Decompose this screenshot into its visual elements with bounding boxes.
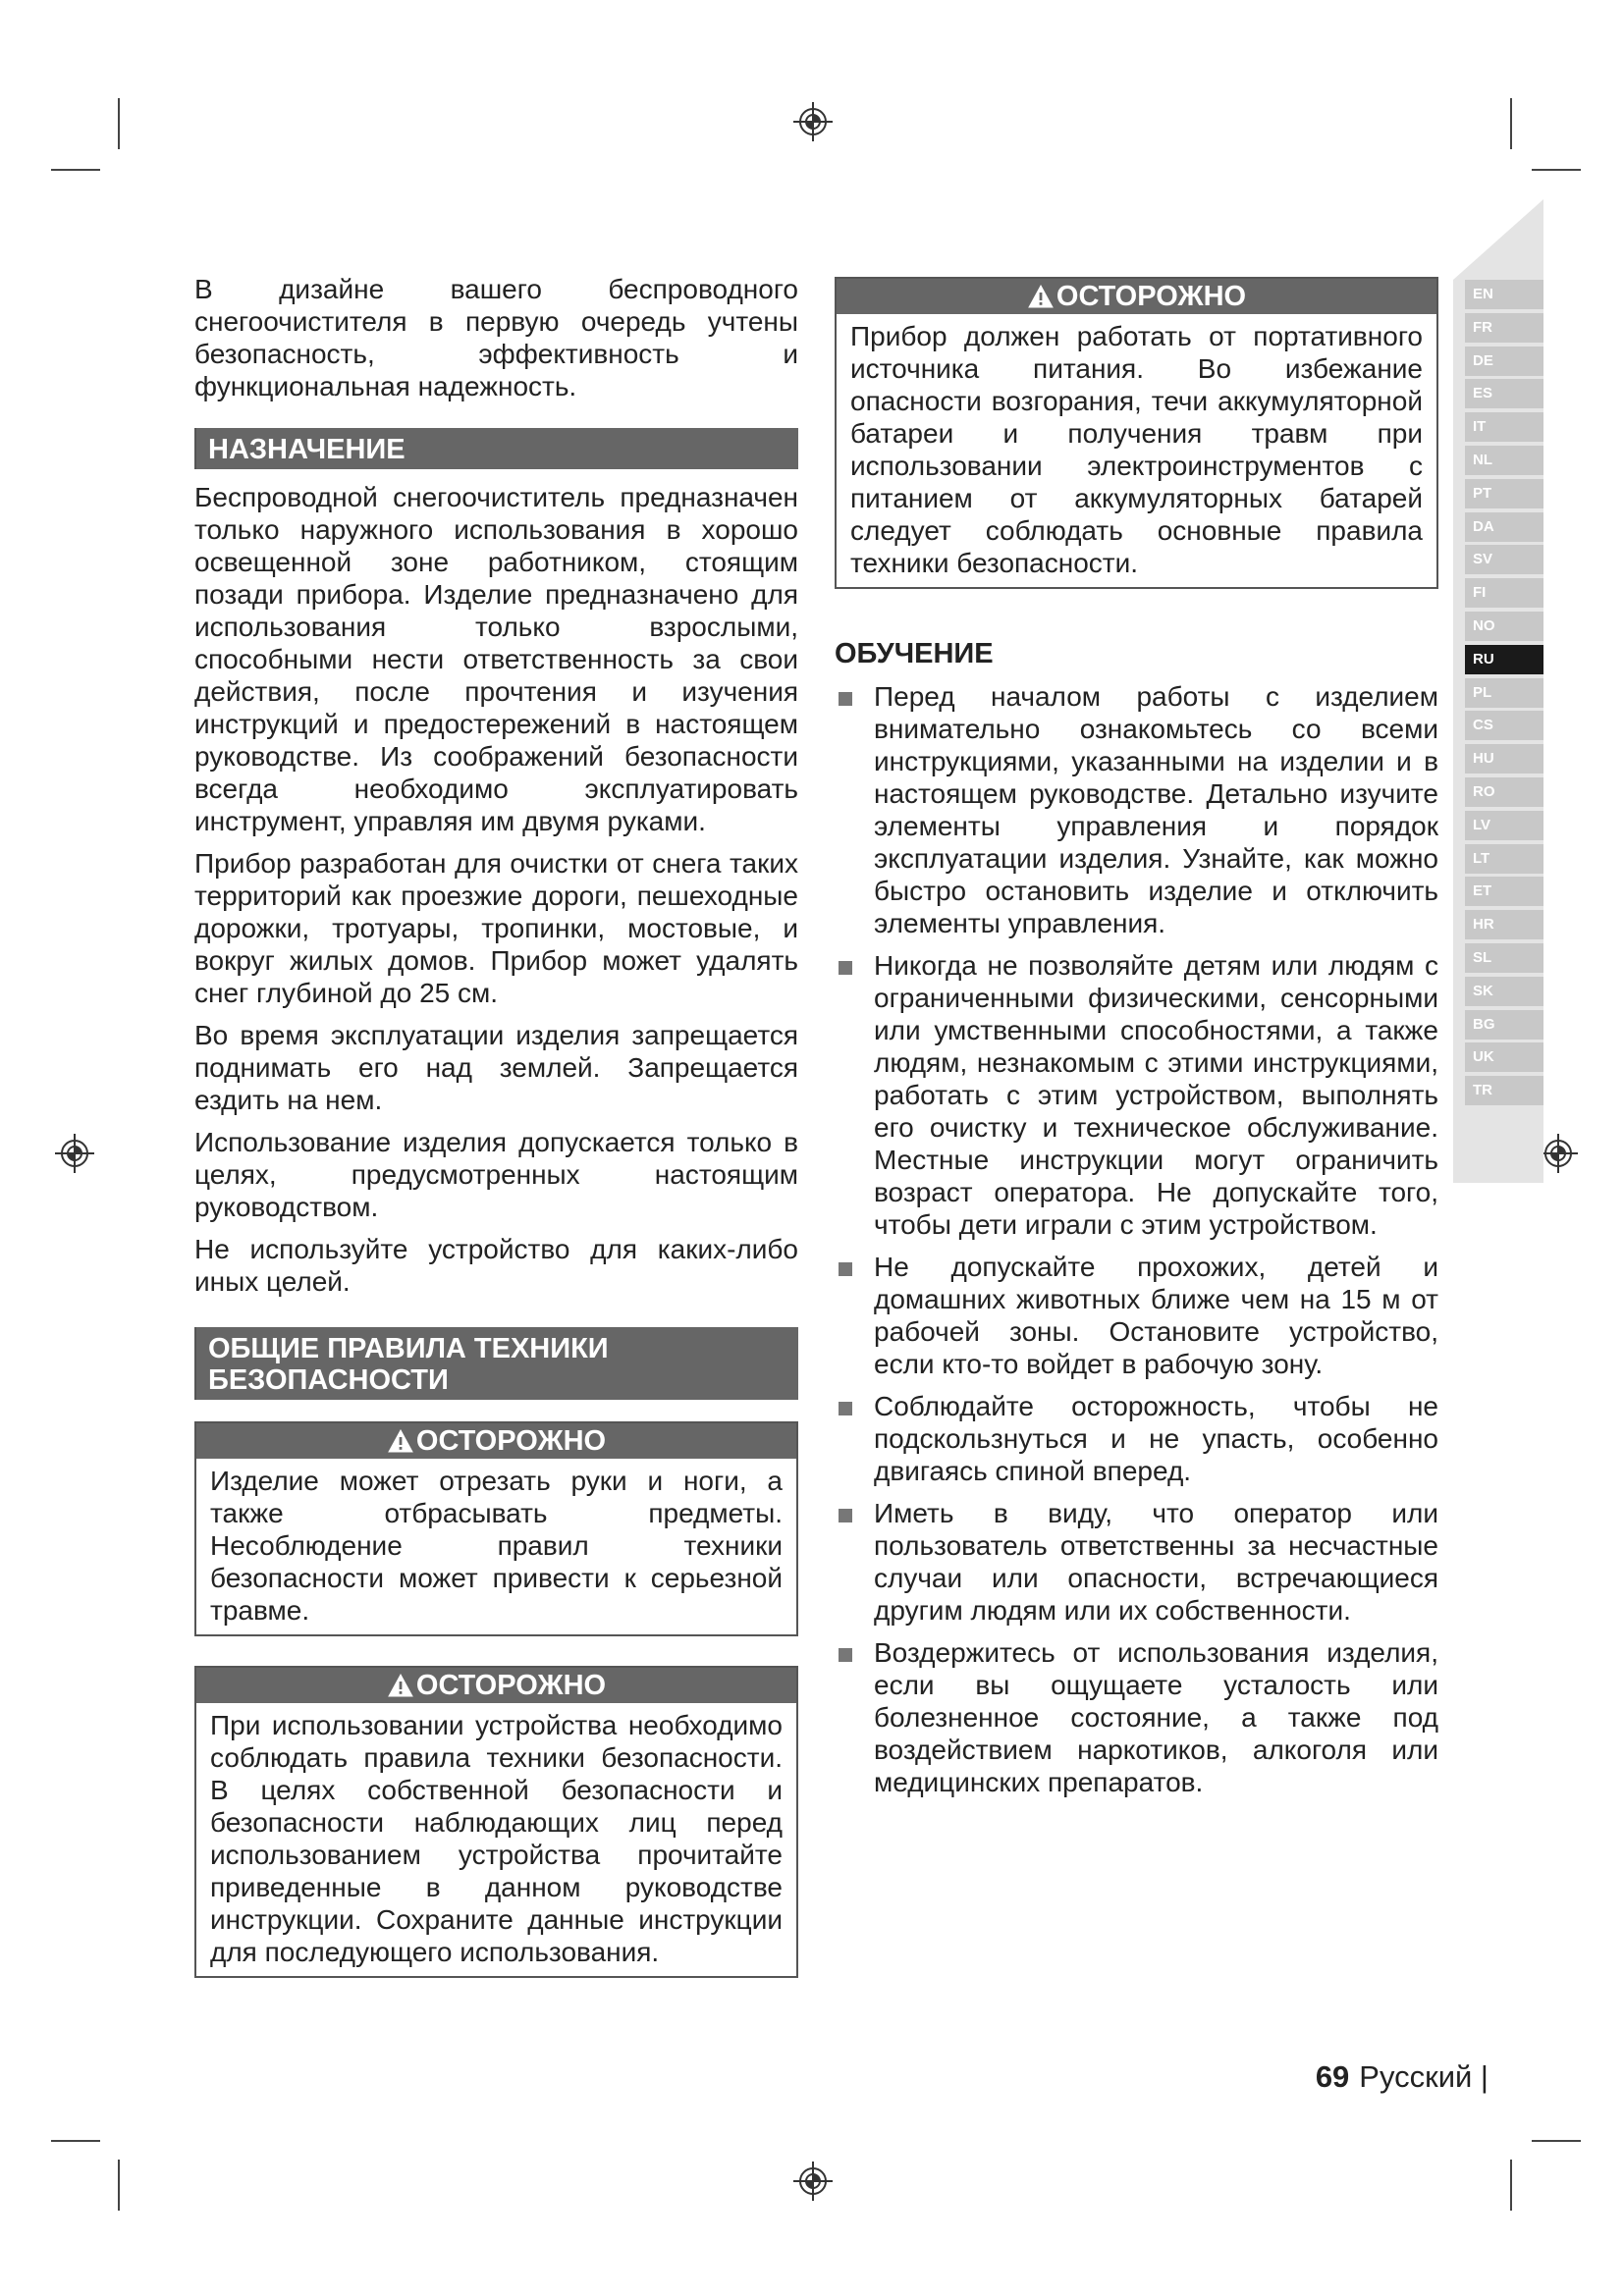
language-tab-cs[interactable]: CS [1465, 711, 1543, 740]
bullet-square-icon [839, 692, 852, 706]
crop-mark [51, 2140, 100, 2142]
list-item [835, 949, 1438, 1241]
language-tab-fi[interactable]: FI [1465, 578, 1543, 608]
warning-box [835, 277, 1438, 589]
language-tab-lv[interactable]: LV [1465, 811, 1543, 840]
warning-title: ОСТОРОЖНО [415, 1670, 607, 1701]
crop-mark [1532, 2140, 1581, 2142]
registration-mark-icon [791, 100, 835, 143]
warning-triangle-icon [387, 1428, 414, 1454]
warning-header [196, 1423, 796, 1459]
list-item-text: Никогда не позволяйте детям или людям с ограниченными физическими, сенсорными или умственными способностями, а также людям, незнакомым с этими инструкциями, работать с этим устройством, выполнять его очистку и техническое обслуживание. Местные инструкции могут ограничить возраст оператора. Не допускайте того, чтобы дети играли с этим устройством. [874, 950, 1438, 1240]
language-tab-lt[interactable]: LT [1465, 844, 1543, 874]
warning-text: Изделие может отрезать руки и ноги, а также отбрасывать предметы. Несоблюдение правил техники безопасности может привести к серьезной травме. [210, 1466, 783, 1626]
section-heading-purpose: НАЗНАЧЕНИЕ [194, 428, 798, 469]
language-tab-panel [1453, 199, 1543, 1183]
left-column [194, 273, 798, 1978]
language-tab-pl[interactable]: PL [1465, 678, 1543, 708]
warning-box [194, 1666, 798, 1978]
list-item [835, 680, 1438, 939]
paragraph: Прибор разработан для очистки от снега таких территорий как проезжие дороги, пешеходные дорожки, тротуары, тропинки, мостовые, и вокруг жилых домов. Прибор может удалять снег глубиной до 25 см. [194, 848, 798, 1008]
language-tab-en[interactable]: EN [1465, 280, 1543, 309]
bullet-square-icon [839, 1402, 852, 1415]
list-item [835, 1251, 1438, 1380]
warning-text: Прибор должен работать от портативного источника питания. Во избежание опасности возгорания, течи аккумуляторной батареи и получения травм при использовании электроинструментов с питанием от аккумуляторных батарей следует соблюдать основные правила техники безопасности. [850, 321, 1423, 578]
list-item [835, 1636, 1438, 1798]
language-tab-no[interactable]: NO [1465, 612, 1543, 641]
paragraph: Беспроводной снегоочиститель предназначен только наружного использования в хорошо освещенной зоне работником, стоящим позади прибора. Изделие предназначено для использования только взрослыми, способными нести ответственность за свои действия, после прочтения и изучения инструкций и предостережений в настоящем руководстве. Из соображений безопасности всегда необходимо эксплуатировать инструмент, управляя им двумя руками. [194, 482, 798, 836]
language-tab-pt[interactable]: PT [1465, 479, 1543, 508]
language-tab-et[interactable]: ET [1465, 877, 1543, 906]
training-list [835, 680, 1438, 1798]
page-footer [1316, 2059, 1489, 2095]
list-item-text: Перед началом работы с изделием внимательно ознакомьтесь со всеми инструкциями, указанными на изделии и в настоящем руководстве. Детально изучите элементы управления и порядок эксплуатации изделия. Узнайте, как можно быстро остановить изделие и отключить элементы управления. [874, 681, 1438, 938]
warning-title: ОСТОРОЖНО [415, 1425, 607, 1457]
right-column [835, 277, 1438, 1808]
paragraph: Не используйте устройство для каких-либо иных целей. [194, 1234, 798, 1297]
bullet-square-icon [839, 1648, 852, 1662]
bullet-square-icon [839, 1262, 852, 1276]
list-item-text: Воздержитесь от использования изделия, если вы ощущаете усталость или болезненное состояние, а также под воздействием наркотиков, алкоголя или медицинских препаратов. [874, 1637, 1438, 1797]
language-tab-hu[interactable]: HU [1465, 744, 1543, 774]
warning-header [196, 1668, 796, 1703]
paragraph: Во время эксплуатации изделия запрещается поднимать его над землей. Запрещается ездить на нем. [194, 1020, 798, 1115]
list-item-text: Не допускайте прохожих, детей и домашних животных ближе чем на 15 м от рабочей зоны. Остановите устройство, если кто-то войдет в рабочую зону. [874, 1252, 1438, 1379]
crop-mark [1510, 2160, 1512, 2211]
list-item-text: Иметь в виду, что оператор или пользователь ответственны за несчастные случаи или опасности, встречающиеся другим людям или их собственности. [874, 1498, 1438, 1626]
warning-box [194, 1421, 798, 1636]
warning-header [837, 279, 1436, 314]
crop-mark [1510, 98, 1512, 149]
crop-mark [1532, 169, 1581, 171]
paragraph: Использование изделия допускается только в целях, предусмотренных настоящим руководством. [194, 1127, 798, 1222]
bullet-square-icon [839, 961, 852, 975]
language-tab-tr[interactable]: TR [1465, 1076, 1543, 1105]
footer-language: Русский | [1359, 2059, 1489, 2094]
language-tab-hr[interactable]: HR [1465, 910, 1543, 939]
language-tab-ru[interactable]: RU [1465, 645, 1543, 674]
section-heading-training: ОБУЧЕНИЕ [835, 638, 994, 669]
language-tab-uk[interactable]: UK [1465, 1042, 1543, 1072]
crop-mark [118, 98, 120, 149]
language-tab-ro[interactable]: RO [1465, 777, 1543, 807]
list-item [835, 1497, 1438, 1627]
language-tab-sl[interactable]: SL [1465, 943, 1543, 973]
language-tab-sv[interactable]: SV [1465, 545, 1543, 574]
warning-triangle-icon [387, 1673, 414, 1698]
list-item-text: Соблюдайте осторожность, чтобы не подскользнуться и не упасть, особенно двигаясь спиной вперед. [874, 1391, 1438, 1486]
section-heading-safety: ОБЩИЕ ПРАВИЛА ТЕХНИКИ БЕЗОПАСНОСТИ [194, 1327, 798, 1400]
language-tab-sk[interactable]: SK [1465, 977, 1543, 1006]
crop-mark [118, 2160, 120, 2211]
language-tab-it[interactable]: IT [1465, 412, 1543, 442]
registration-mark-icon [791, 2160, 835, 2203]
bullet-square-icon [839, 1509, 852, 1522]
language-tab-de[interactable]: DE [1465, 347, 1543, 376]
page-number: 69 [1315, 2059, 1350, 2094]
language-tab-es[interactable]: ES [1465, 379, 1543, 408]
list-item [835, 1390, 1438, 1487]
registration-mark-icon [53, 1132, 96, 1175]
language-tab-da[interactable]: DA [1465, 512, 1543, 542]
intro-paragraph: В дизайне вашего беспроводного снегоочистителя в первую очередь учтены безопасность, эффективность и функциональная надежность. [194, 274, 798, 401]
warning-title: ОСТОРОЖНО [1056, 281, 1247, 312]
language-tab-bg[interactable]: BG [1465, 1010, 1543, 1040]
warning-triangle-icon [1027, 284, 1055, 309]
crop-mark [51, 169, 100, 171]
language-tab-fr[interactable]: FR [1465, 313, 1543, 343]
warning-text: При использовании устройства необходимо соблюдать правила техники безопасности. В целях собственной безопасности и безопасности наблюдающих лиц перед использованием устройства прочитайте приведенные в данном руководстве инструкции. Сохраните данные инструкции для последующего использования. [210, 1710, 783, 1967]
language-tab-nl[interactable]: NL [1465, 446, 1543, 475]
